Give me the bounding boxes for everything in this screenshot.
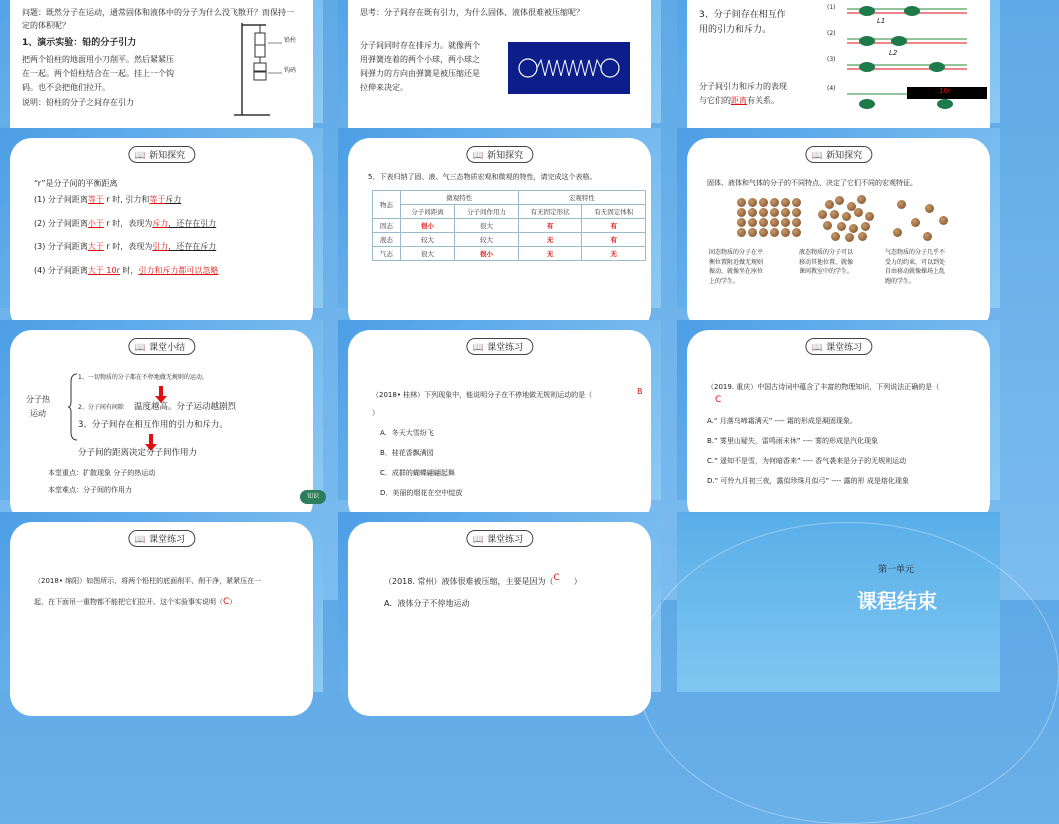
option-c[interactable]: C．成群的蝴蝶翩翩起舞 bbox=[380, 469, 455, 477]
molecule-ball bbox=[925, 204, 934, 213]
slide-thumbnail-5[interactable] bbox=[338, 128, 661, 308]
body-line-1: 把两个铅柱的地面用小刀削平。然后紧紧压 bbox=[22, 55, 174, 64]
rule-line-3: (3) 分子间距离大于 r 时，表现为引力，还存在斥力 bbox=[34, 242, 217, 251]
unit-label: 第一单元 bbox=[878, 565, 915, 575]
liquid-desc: 液态物质的分子可以 移动其他位置，就像 课间教室中的学生。 bbox=[799, 249, 854, 276]
molecule-ball bbox=[748, 218, 757, 227]
molecule-ball bbox=[897, 200, 906, 209]
table-row: 液态 较大 较大 无 有 bbox=[373, 233, 646, 247]
header-force: 分子间作用力 bbox=[455, 205, 519, 219]
slide-card bbox=[687, 138, 990, 332]
conclusion-text: 说明：铅柱的分子之间存在引力 bbox=[22, 98, 134, 107]
slide-thumbnail-11[interactable] bbox=[338, 512, 661, 692]
intro-text: 固体、液体和气体的分子的不同特点，决定了它们不同的宏观特征。 bbox=[707, 179, 917, 187]
molecule-ball bbox=[748, 198, 757, 207]
weight-label: 钩码 bbox=[284, 67, 297, 74]
relation-text: 分子间引力和斥力的表现 bbox=[699, 82, 787, 91]
slide-card bbox=[10, 522, 313, 716]
body-line-3: 间弹力的方向由弹簧是被压缩还是 bbox=[360, 69, 480, 78]
section-tag: 📖 新知探究 bbox=[466, 146, 533, 163]
molecule-ball bbox=[857, 195, 866, 204]
molecule-ball bbox=[845, 233, 854, 242]
molecule-ball bbox=[759, 208, 768, 217]
header-volume: 有无固定体积 bbox=[582, 205, 646, 219]
question-close: ） bbox=[372, 409, 379, 417]
gas-desc: 气态物质的分子几乎不 受力的约束，可以到处 自由移动就像操场上乱 跑的学生。 bbox=[885, 249, 946, 285]
book-icon: 📖 bbox=[472, 151, 485, 161]
rule-line-4: (4) 分子间距离大于 10r 时，引力和斥力都可以忽略 bbox=[34, 266, 219, 275]
body-line-2: 用弹簧连着的两个小球，两小球之 bbox=[360, 55, 480, 64]
body-line-3: 码。也不会把他们拉开。 bbox=[22, 83, 110, 92]
molecule-ball bbox=[737, 228, 746, 237]
question-text-2: 定的体积呢？ bbox=[22, 21, 70, 30]
hard-points: 本堂难点：分子间的作用力 bbox=[48, 486, 132, 494]
molecule-ball bbox=[792, 228, 801, 237]
book-icon: 📖 bbox=[811, 343, 824, 353]
molecule-ball bbox=[823, 221, 832, 230]
table-row: 固态 很小 很大 有 有 bbox=[373, 219, 646, 233]
molecule-ball bbox=[781, 228, 790, 237]
point-2a: 2、分子间有间隙 bbox=[78, 404, 124, 411]
section-tag: 📖 课堂练习 bbox=[805, 338, 872, 355]
point-2b: 温度越高。分子运动越剧烈 bbox=[134, 402, 237, 412]
answer-mark: C bbox=[715, 395, 722, 405]
book-icon: 📖 bbox=[472, 343, 485, 353]
molecule-ball bbox=[911, 218, 920, 227]
option-a[interactable]: A.“ 月落乌啼霜满天” ---- 霜的形成是凝固现象。 bbox=[707, 417, 857, 425]
left-label: 分子热 bbox=[26, 395, 50, 404]
point-4: 分子间的距离决定分子间作用力 bbox=[78, 448, 198, 458]
slide-thumbnail-2[interactable] bbox=[338, 0, 661, 123]
option-a[interactable]: A．液体分子不停地运动 bbox=[384, 599, 470, 608]
molecule-ball bbox=[770, 228, 779, 237]
molecule-ball bbox=[792, 218, 801, 227]
slide-thumbnail-4[interactable] bbox=[0, 128, 323, 308]
book-icon: 📖 bbox=[134, 343, 147, 353]
section-tag: 📖 课堂小结 bbox=[128, 338, 195, 355]
book-icon: 📖 bbox=[134, 535, 147, 545]
body-line-2: 在一起。两个铅柱结合在一起。挂上一个钩 bbox=[22, 69, 174, 78]
intro-text: “r”是分子间的平衡距离 bbox=[34, 179, 118, 188]
slide-card bbox=[10, 330, 319, 524]
question-text: （2019. 重庆）中国古诗词中蕴含了丰富的物理知识，下列说法正确的是（ bbox=[707, 383, 940, 391]
diagram-label-3: (3) bbox=[827, 56, 836, 63]
diagram-label-2: (2) bbox=[827, 30, 836, 37]
question-text: （2018. 常州）液体很难被压缩，主要是因为（C ） bbox=[384, 573, 582, 586]
molecule-ball bbox=[781, 218, 790, 227]
molecule-ball bbox=[858, 232, 867, 241]
molecule-ball bbox=[825, 200, 834, 209]
molecule-ball bbox=[770, 198, 779, 207]
ten-r-label: 10r bbox=[939, 87, 951, 95]
section-tag: 📖 课堂练习 bbox=[466, 338, 533, 355]
rule-line-1: (1) 分子间距离等于 r 时, 引力和等于斥力 bbox=[34, 195, 182, 204]
slide-thumbnail-12[interactable] bbox=[677, 512, 1000, 692]
option-a[interactable]: A．冬天大雪纷飞 bbox=[380, 429, 434, 437]
slide-card bbox=[10, 138, 313, 332]
option-c[interactable]: C.” 遥知不是雪，为何暗香来” ---- 香气袭来是分子的无规则运动 bbox=[707, 457, 907, 465]
molecule-ball bbox=[893, 228, 902, 237]
down-arrow-icon bbox=[159, 386, 163, 397]
knowledge-badge: 知识 bbox=[300, 490, 326, 504]
slide-thumbnail-6[interactable] bbox=[677, 128, 1000, 308]
molecule-force-diagram bbox=[827, 0, 997, 119]
answer-mark: B bbox=[637, 387, 643, 396]
molecule-ball bbox=[737, 218, 746, 227]
molecule-ball bbox=[759, 228, 768, 237]
molecule-ball bbox=[748, 208, 757, 217]
header-macro: 宏观特性 bbox=[518, 191, 645, 205]
slide-thumbnail-9[interactable] bbox=[677, 320, 1000, 500]
slide-thumbnail-7[interactable] bbox=[0, 320, 323, 500]
diagram-label-4: (4) bbox=[827, 85, 836, 92]
molecule-ball bbox=[759, 218, 768, 227]
molecule-ball bbox=[849, 224, 858, 233]
book-icon: 📖 bbox=[472, 535, 485, 545]
body-line-4: 拉伸来决定。 bbox=[360, 83, 408, 92]
table-row: 气态 很大 很小 无 无 bbox=[373, 247, 646, 261]
molecule-ball bbox=[818, 210, 827, 219]
molecule-ball bbox=[837, 222, 846, 231]
lead-label: 铅柱 bbox=[284, 37, 297, 44]
section-tag: 📖 课堂练习 bbox=[466, 530, 533, 547]
point-3: 3、分子间存在相互作用的引力和斥力。 bbox=[78, 420, 228, 430]
molecule-ball bbox=[792, 198, 801, 207]
molecule-ball bbox=[770, 218, 779, 227]
molecule-ball bbox=[770, 208, 779, 217]
question-text: （2018• 绵阳）如图所示，将两个铅柱的底面削平、削干净，紧紧压在一 bbox=[34, 577, 262, 585]
molecule-ball bbox=[861, 222, 870, 231]
point-1: 1、一切物质的分子都在不停地做无规则的运动。 bbox=[78, 374, 208, 381]
slide-card bbox=[348, 138, 651, 332]
molecule-ball bbox=[835, 196, 844, 205]
molecule-ball bbox=[737, 208, 746, 217]
states-table bbox=[372, 190, 646, 261]
experiment-heading: 1、演示实验：铅的分子引力 bbox=[22, 38, 137, 48]
option-b[interactable]: B.” 雾里山疑失，雷鸣雨未休” ---- 雾的形成是汽化现象 bbox=[707, 437, 879, 445]
down-arrow-icon bbox=[149, 434, 153, 445]
section-tag: 📖 新知探究 bbox=[805, 146, 872, 163]
end-title: 课程结束 bbox=[857, 589, 937, 613]
molecule-ball bbox=[781, 198, 790, 207]
molecule-ball bbox=[865, 212, 874, 221]
svg-text:(1): (1) bbox=[827, 4, 836, 11]
slide-thumbnail-8[interactable] bbox=[338, 320, 661, 500]
slide-card bbox=[348, 330, 651, 524]
slide-card bbox=[348, 522, 651, 716]
slide-thumbnail-1[interactable] bbox=[0, 0, 323, 123]
summary-brace bbox=[68, 372, 78, 442]
question-text: 思考：分子间存在既有引力，为什么固体、液体很难被压缩呢？ bbox=[360, 8, 584, 17]
book-icon: 📖 bbox=[811, 151, 824, 161]
slide-card bbox=[687, 330, 990, 524]
decorative-arc bbox=[637, 522, 1059, 824]
key-points: 本堂重点：扩散现象 分子的热运动 bbox=[48, 469, 156, 477]
section-tag: 📖 课堂练习 bbox=[128, 530, 195, 547]
question-text: （2018• 桂林）下列现象中，能说明分子在不停地做无规则运动的是（ bbox=[372, 391, 593, 399]
l1-label: L1 bbox=[877, 17, 886, 25]
molecule-ball bbox=[923, 232, 932, 241]
table-title: 5．下表归纳了固、液、气三态物质宏观和微观的特性，请完成这个表格。 bbox=[368, 173, 597, 181]
molecule-ball bbox=[842, 212, 851, 221]
molecule-ball bbox=[781, 208, 790, 217]
option-d[interactable]: D．美丽的烟花在空中绽放 bbox=[380, 489, 463, 497]
molecule-ball bbox=[759, 198, 768, 207]
option-b[interactable]: B．桂花香飘满园 bbox=[380, 449, 434, 457]
header-state: 物态 bbox=[373, 191, 401, 219]
relation-text-2: 与它们的距离有关系。 bbox=[699, 96, 779, 105]
book-icon: 📖 bbox=[134, 151, 147, 161]
spring-balls-illustration bbox=[508, 42, 630, 94]
question-text-2: 起，在下面吊一重物都不能把它们拉开。这个实验事实说明（C） bbox=[34, 597, 237, 607]
slide-card bbox=[10, 0, 313, 147]
rule-line-2: (2) 分子间距离小于 r 时，表现为斥力，还存在引力 bbox=[34, 219, 217, 228]
slide-card bbox=[687, 0, 990, 147]
point-3-text-2: 用的引力和斥力。 bbox=[699, 25, 772, 35]
question-text: 问题：既然分子在运动，通常固体和液体中的分子为什么没飞散开？而保持一 bbox=[22, 8, 294, 17]
header-shape: 有无固定形状 bbox=[518, 205, 582, 219]
molecule-ball bbox=[939, 216, 948, 225]
point-3-text: 3、分子间存在相互作 bbox=[699, 10, 786, 20]
slide-thumbnail-10[interactable] bbox=[0, 512, 323, 692]
molecule-ball bbox=[737, 198, 746, 207]
left-label-2: 运动 bbox=[30, 409, 46, 418]
molecule-ball bbox=[854, 208, 863, 217]
header-dist: 分子间距离 bbox=[400, 205, 455, 219]
molecule-ball bbox=[830, 210, 839, 219]
header-micro: 微观特性 bbox=[400, 191, 518, 205]
solid-desc: 固态物质的分子在平 衡位置附近做无规则 振动，就像坐在座位 上的学生。 bbox=[709, 249, 764, 285]
molecule-ball bbox=[792, 208, 801, 217]
molecule-ball bbox=[831, 232, 840, 241]
l2-label: L2 bbox=[889, 49, 898, 57]
slide-card bbox=[348, 0, 651, 147]
section-tag: 📖 新知探究 bbox=[128, 146, 195, 163]
slide-thumbnail-3[interactable] bbox=[677, 0, 1000, 123]
body-line-1: 分子间同时存在排斥力。就像两个 bbox=[360, 41, 480, 50]
option-d[interactable]: D.” 可怜九月初三夜，露似珍珠月似弓” ---- 露的形 成是熔化现象 bbox=[707, 477, 909, 485]
molecule-ball bbox=[748, 228, 757, 237]
